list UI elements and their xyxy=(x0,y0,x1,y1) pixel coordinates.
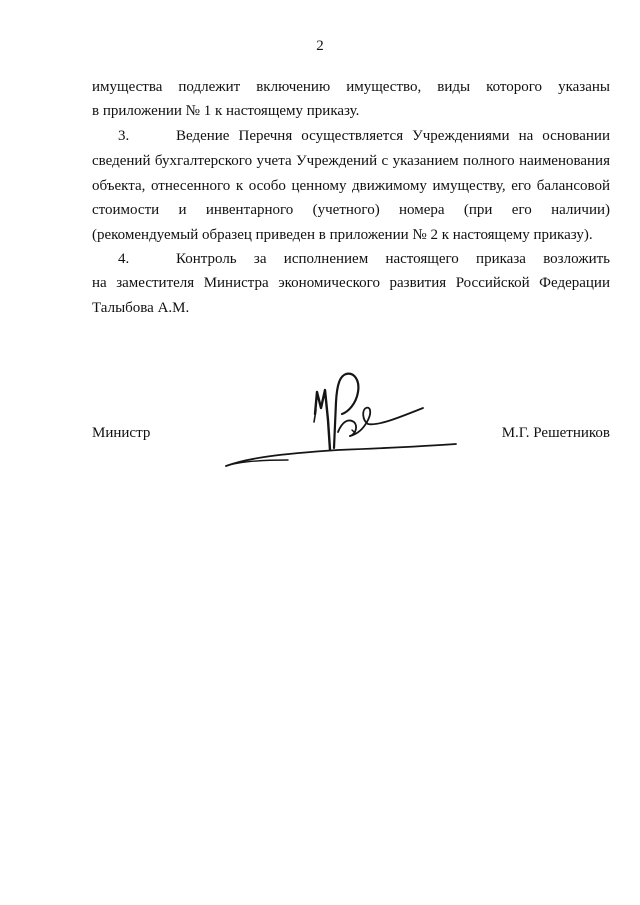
paragraph-3-line-4: стоимости и инвентарного (учетного) номера (при его наличии) xyxy=(92,202,610,218)
signatory-name: М.Г. Решетников xyxy=(501,425,610,441)
signatory-title: Министр xyxy=(92,425,151,441)
handwritten-signature xyxy=(218,362,458,472)
paragraph-4-line-2: на заместителя Министра экономического развития Российской Федерации xyxy=(92,275,610,291)
paragraph-3-line-2: сведений бухгалтерского учета Учреждений с указанием полного наименования xyxy=(92,153,610,169)
paragraph-4-line-3: Талыбова А.М. xyxy=(92,300,190,316)
paragraph-3-number: 3. xyxy=(118,128,130,144)
paragraph-3-line-1 xyxy=(118,127,610,145)
page-number: 2 xyxy=(316,38,324,54)
paragraph-4-line-1 xyxy=(118,250,610,268)
paragraph-continuation-line-2: в приложении № 1 к настоящему приказу. xyxy=(92,103,360,119)
paragraph-3-line-3: объекта, отнесенного к особо ценному движимому имуществу, его балансовой xyxy=(92,178,610,194)
paragraph-4-number: 4. xyxy=(118,251,130,267)
paragraph-4-line-1-text: Контроль за исполнением настоящего приказа возложить xyxy=(176,251,610,267)
paragraph-3-line-5: (рекомендуемый образец приведен в приложении № 2 к настоящему приказу). xyxy=(92,227,593,243)
paragraph-3-line-1-text: Ведение Перечня осуществляется Учреждениями на основании xyxy=(176,128,610,144)
signature-row xyxy=(92,425,610,445)
paragraph-continuation-line-1: имущества подлежит включению имущество, виды которого указаны xyxy=(92,79,610,95)
